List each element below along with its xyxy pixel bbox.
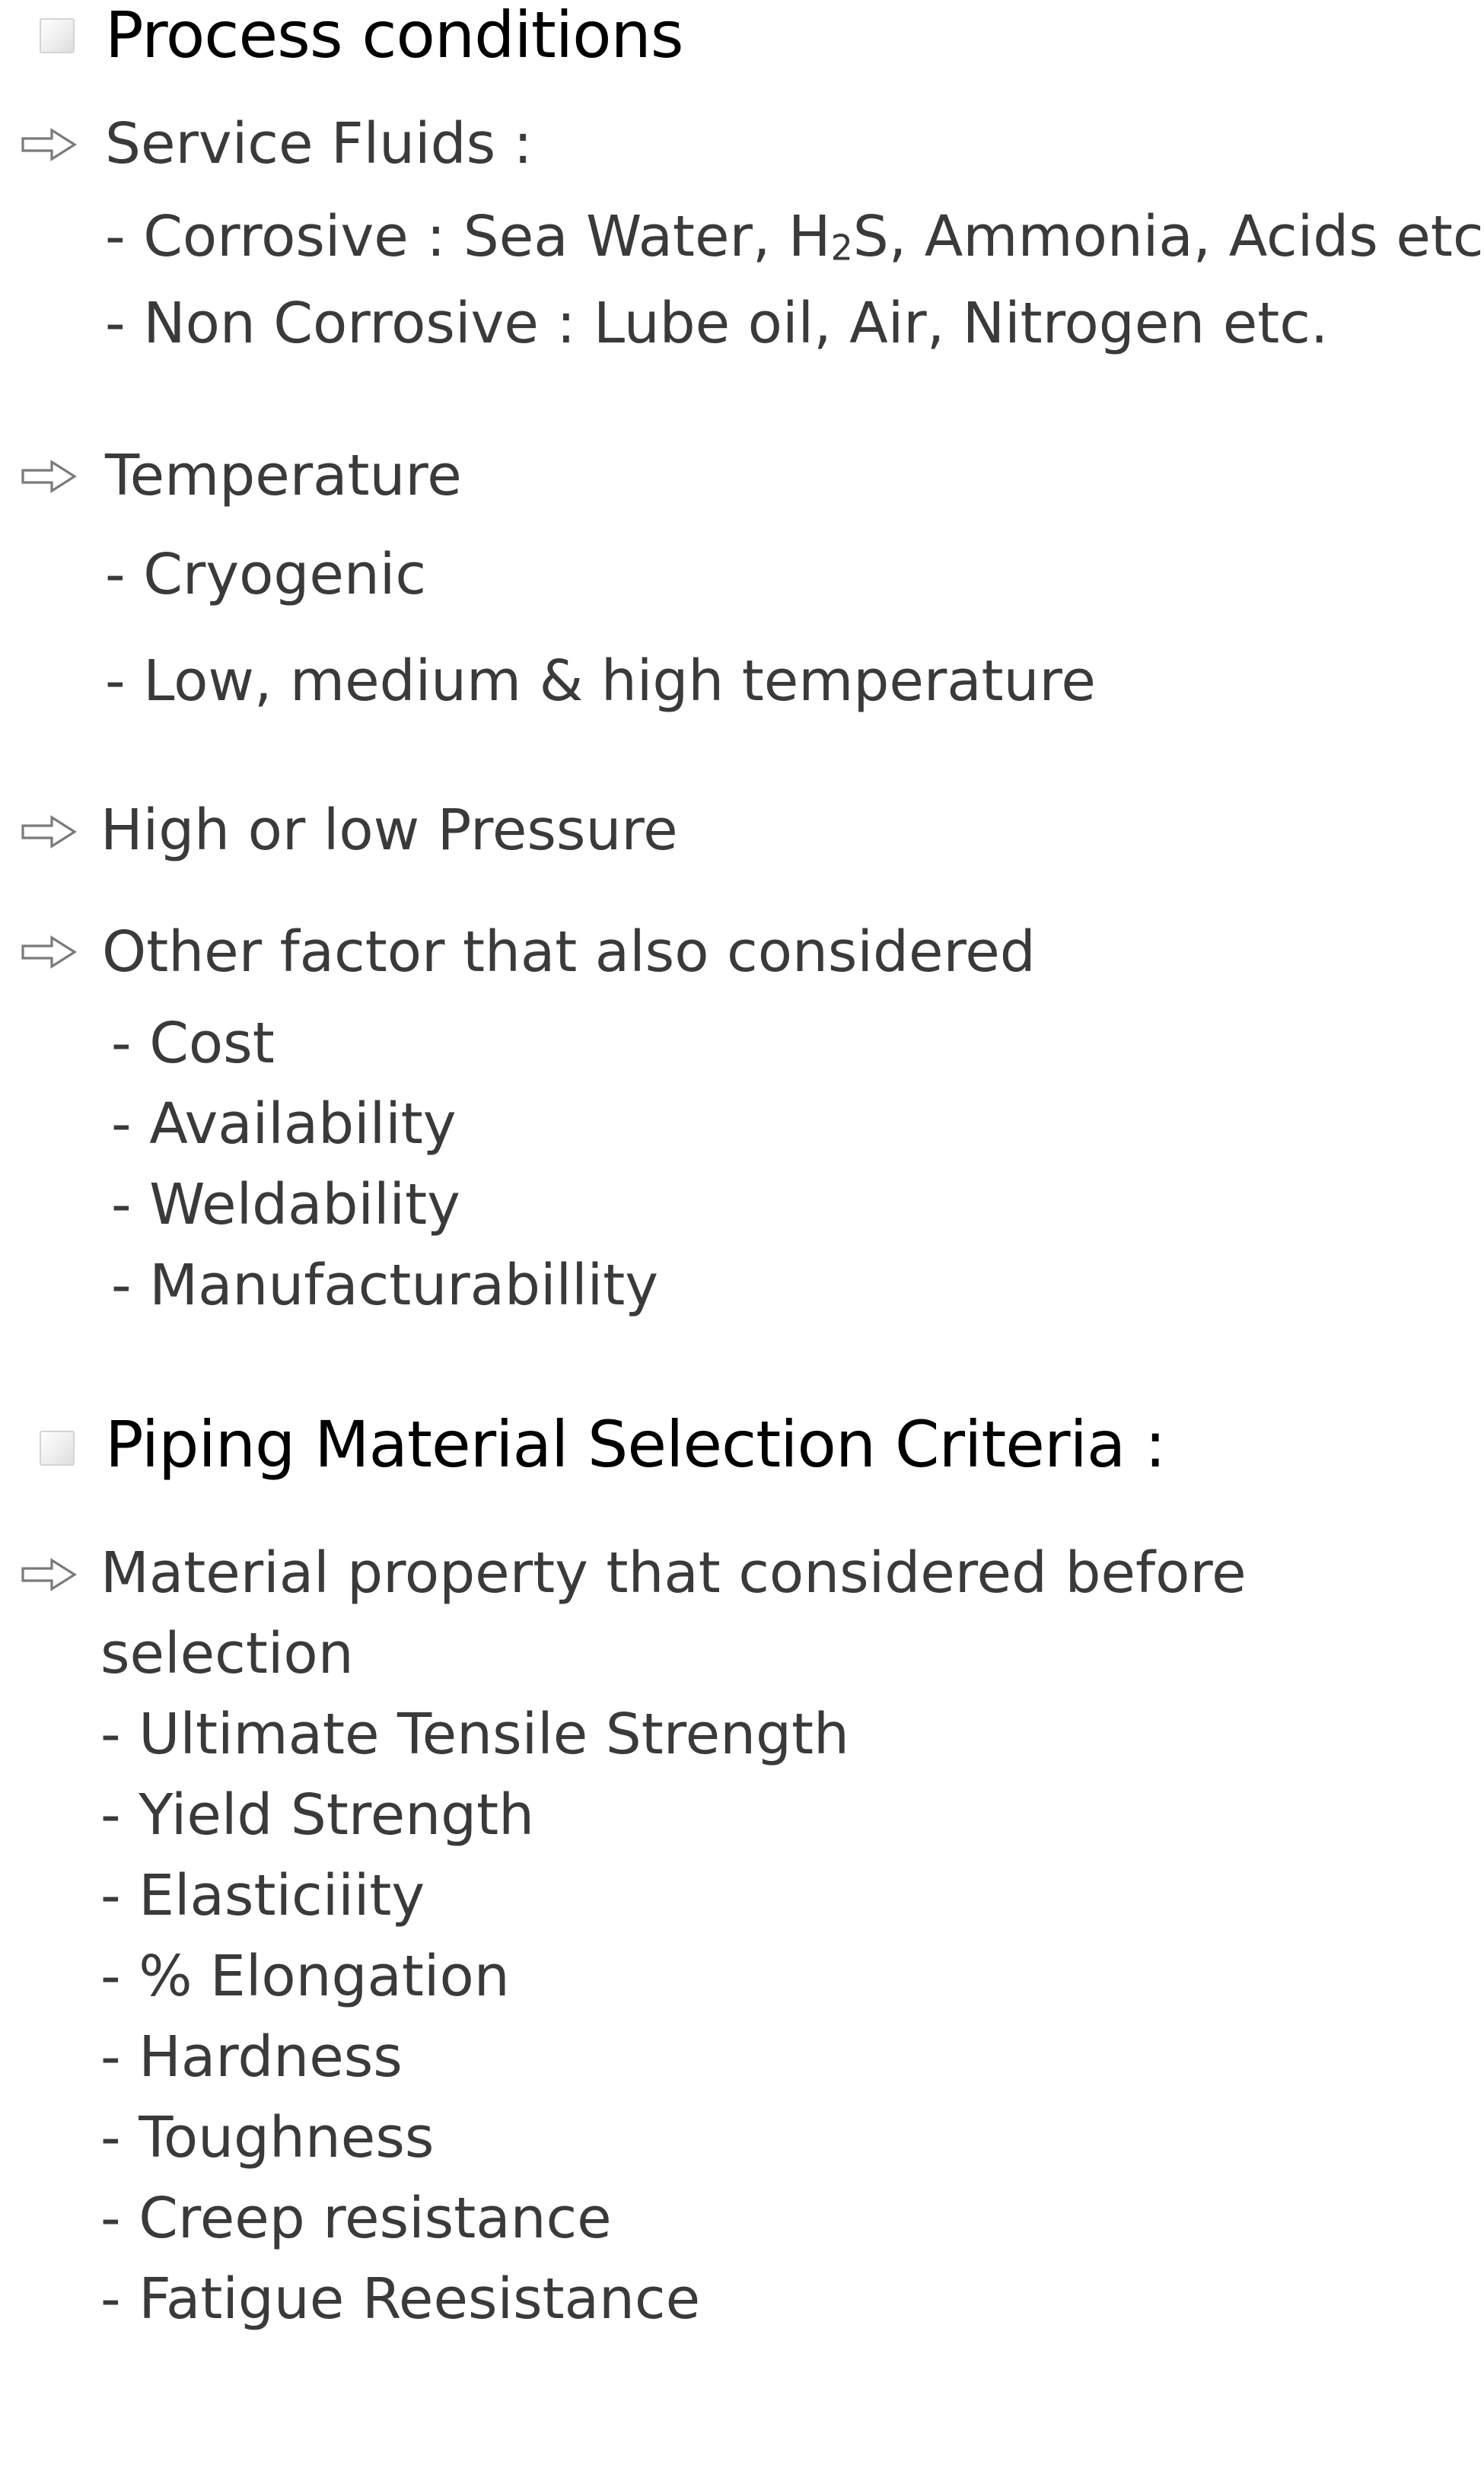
section-heading-process-conditions: Process conditions — [105, 0, 683, 72]
h2s-subscript: 2 — [830, 227, 853, 269]
arrow-bullet-icon — [20, 935, 78, 970]
material-property-item: - Hardness — [100, 2024, 403, 2090]
corrosive-text: - Corrosive : Sea Water, H — [105, 204, 831, 269]
material-property-item: - Elasticiiity — [100, 1863, 425, 1928]
material-property-item: - Toughness — [100, 2105, 435, 2170]
heading-bullet-square — [40, 18, 75, 53]
service-fluids-label: Service Fluids : — [105, 111, 533, 177]
arrow-bullet-icon — [20, 459, 78, 494]
temperature-label: Temperature — [105, 443, 462, 508]
section-heading-selection-criteria: Piping Material Selection Criteria : — [105, 1407, 1166, 1482]
material-property-item: - Creep resistance — [100, 2186, 612, 2251]
temperature-item: - Cryogenic — [105, 542, 427, 607]
pressure-label: High or low Pressure — [100, 798, 678, 863]
other-factor-item: - Availability — [111, 1091, 457, 1157]
selection-intro-line2: selection — [100, 1621, 354, 1686]
arrow-bullet-icon — [20, 814, 78, 849]
other-factor-item: - Manufacturabillity — [111, 1253, 659, 1318]
material-property-item: - Fatigue Reesistance — [100, 2266, 701, 2332]
heading-bullet-square — [40, 1431, 75, 1466]
other-factors-label: Other factor that also considered — [102, 919, 1036, 985]
temperature-item: - Low, medium & high temperature — [105, 648, 1096, 714]
material-property-item: - % Elongation — [100, 1944, 510, 2009]
material-property-item: - Ultimate Tensile Strength — [100, 1702, 849, 1767]
selection-intro-line1: Material property that considered before — [100, 1540, 1247, 1606]
material-property-item: - Yield Strength — [100, 1782, 535, 1848]
non-corrosive-line: - Non Corrosive : Lube oil, Air, Nitrogen etc. — [105, 291, 1329, 356]
corrosive-line — [105, 204, 1484, 269]
arrow-bullet-icon — [20, 1557, 78, 1592]
corrosive-text-suffix: S, Ammonia, Acids etc — [852, 204, 1484, 269]
other-factor-item: - Cost — [111, 1011, 275, 1076]
other-factor-item: - Weldability — [111, 1172, 460, 1237]
arrow-bullet-icon — [20, 127, 78, 162]
